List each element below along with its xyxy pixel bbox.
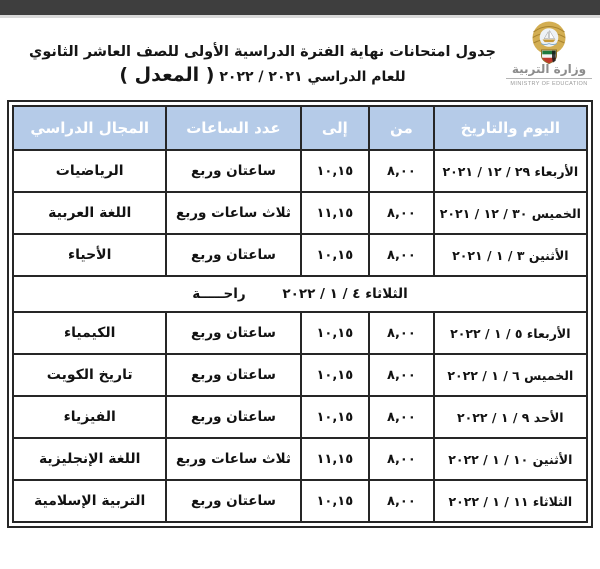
from-time-cell: ٨,٠٠ xyxy=(369,438,434,480)
from-time-cell: ٨,٠٠ xyxy=(369,234,434,276)
duration-cell: ساعتان وربع xyxy=(166,150,300,192)
to-time-cell: ١٠,١٥ xyxy=(301,234,370,276)
exam-row xyxy=(13,150,587,192)
to-time-cell: ١١,١٥ xyxy=(301,192,370,234)
subject-cell: الأحياء xyxy=(13,234,166,276)
from-time-cell: ٨,٠٠ xyxy=(369,396,434,438)
window-top-bar xyxy=(0,0,600,18)
to-time-cell: ١١,١٥ xyxy=(301,438,370,480)
subject-cell: تاريخ الكويت xyxy=(13,354,166,396)
subject-cell: الفيزياء xyxy=(13,396,166,438)
exam-schedule-table-frame xyxy=(7,100,593,528)
from-time-cell: ٨,٠٠ xyxy=(369,150,434,192)
subject-cell: الرياضيات xyxy=(13,150,166,192)
table-header-row xyxy=(13,106,587,150)
modified-note: ( المعدل ) xyxy=(119,64,215,86)
document-title: جدول امتحانات نهاية الفترة الدراسية الأولى للصف العاشر الثانوي xyxy=(29,44,496,60)
rest-day-row xyxy=(13,276,587,312)
document-header xyxy=(0,18,600,100)
exam-row xyxy=(13,480,587,522)
column-header-day-date: اليوم والتاريخ xyxy=(434,106,587,150)
column-header-subject: المجال الدراسي xyxy=(13,106,166,150)
academic-year-text: للعام الدراسي ٢٠٢١ / ٢٠٢٢ xyxy=(219,69,406,85)
from-time-cell: ٨,٠٠ xyxy=(369,354,434,396)
exam-row xyxy=(13,354,587,396)
to-time-cell: ١٠,١٥ xyxy=(301,396,370,438)
column-header-hours: عدد الساعات xyxy=(166,106,300,150)
column-header-from: من xyxy=(369,106,434,150)
exam-row xyxy=(13,312,587,354)
to-time-cell: ١٠,١٥ xyxy=(301,312,370,354)
from-time-cell: ٨,٠٠ xyxy=(369,192,434,234)
duration-cell: ساعتان وربع xyxy=(166,354,300,396)
from-time-cell: ٨,٠٠ xyxy=(369,312,434,354)
column-header-to: إلى xyxy=(301,106,370,150)
ministry-name-english: MINISTRY OF EDUCATION xyxy=(510,81,588,87)
day-date-cell: الأربعاء ٥ / ١ / ٢٠٢٢ xyxy=(434,312,587,354)
exam-row xyxy=(13,192,587,234)
duration-cell: ثلاث ساعات وربع xyxy=(166,438,300,480)
duration-cell: ساعتان وربع xyxy=(166,234,300,276)
rest-day-date: الثلاثاء ٤ / ١ / ٢٠٢٢ xyxy=(282,286,408,302)
from-time-cell: ٨,٠٠ xyxy=(369,480,434,522)
duration-cell: ساعتان وربع xyxy=(166,396,300,438)
day-date-cell: الخميس ٦ / ١ / ٢٠٢٢ xyxy=(434,354,587,396)
to-time-cell: ١٠,١٥ xyxy=(301,150,370,192)
ministry-name-arabic: وزارة التربية xyxy=(506,62,592,79)
day-date-cell: الأثنين ١٠ / ١ / ٢٠٢٢ xyxy=(434,438,587,480)
subject-cell: اللغة الإنجليزية xyxy=(13,438,166,480)
day-date-cell: الأحد ٩ / ١ / ٢٠٢٢ xyxy=(434,396,587,438)
title-block xyxy=(20,42,505,90)
to-time-cell: ١٠,١٥ xyxy=(301,354,370,396)
duration-cell: ثلاث ساعات وربع xyxy=(166,192,300,234)
exam-row xyxy=(13,396,587,438)
exam-row xyxy=(13,234,587,276)
kuwait-coat-of-arms-icon xyxy=(523,20,575,64)
exam-schedule-table xyxy=(12,105,588,523)
rest-day-label: راحـــــة xyxy=(192,286,246,302)
exam-row xyxy=(13,438,587,480)
subject-cell: اللغة العربية xyxy=(13,192,166,234)
rest-day-cell xyxy=(13,276,587,312)
document-subtitle xyxy=(20,62,505,90)
day-date-cell: الخميس ٣٠ / ١٢ / ٢٠٢١ xyxy=(434,192,587,234)
day-date-cell: الأثنين ٣ / ١ / ٢٠٢١ xyxy=(434,234,587,276)
subject-cell: الكيمياء xyxy=(13,312,166,354)
subject-cell: التربية الإسلامية xyxy=(13,480,166,522)
to-time-cell: ١٠,١٥ xyxy=(301,480,370,522)
duration-cell: ساعتان وربع xyxy=(166,312,300,354)
duration-cell: ساعتان وربع xyxy=(166,480,300,522)
day-date-cell: الثلاثاء ١١ / ١ / ٢٠٢٢ xyxy=(434,480,587,522)
ministry-logo xyxy=(506,20,592,87)
day-date-cell: الأربعاء ٢٩ / ١٢ / ٢٠٢١ xyxy=(434,150,587,192)
